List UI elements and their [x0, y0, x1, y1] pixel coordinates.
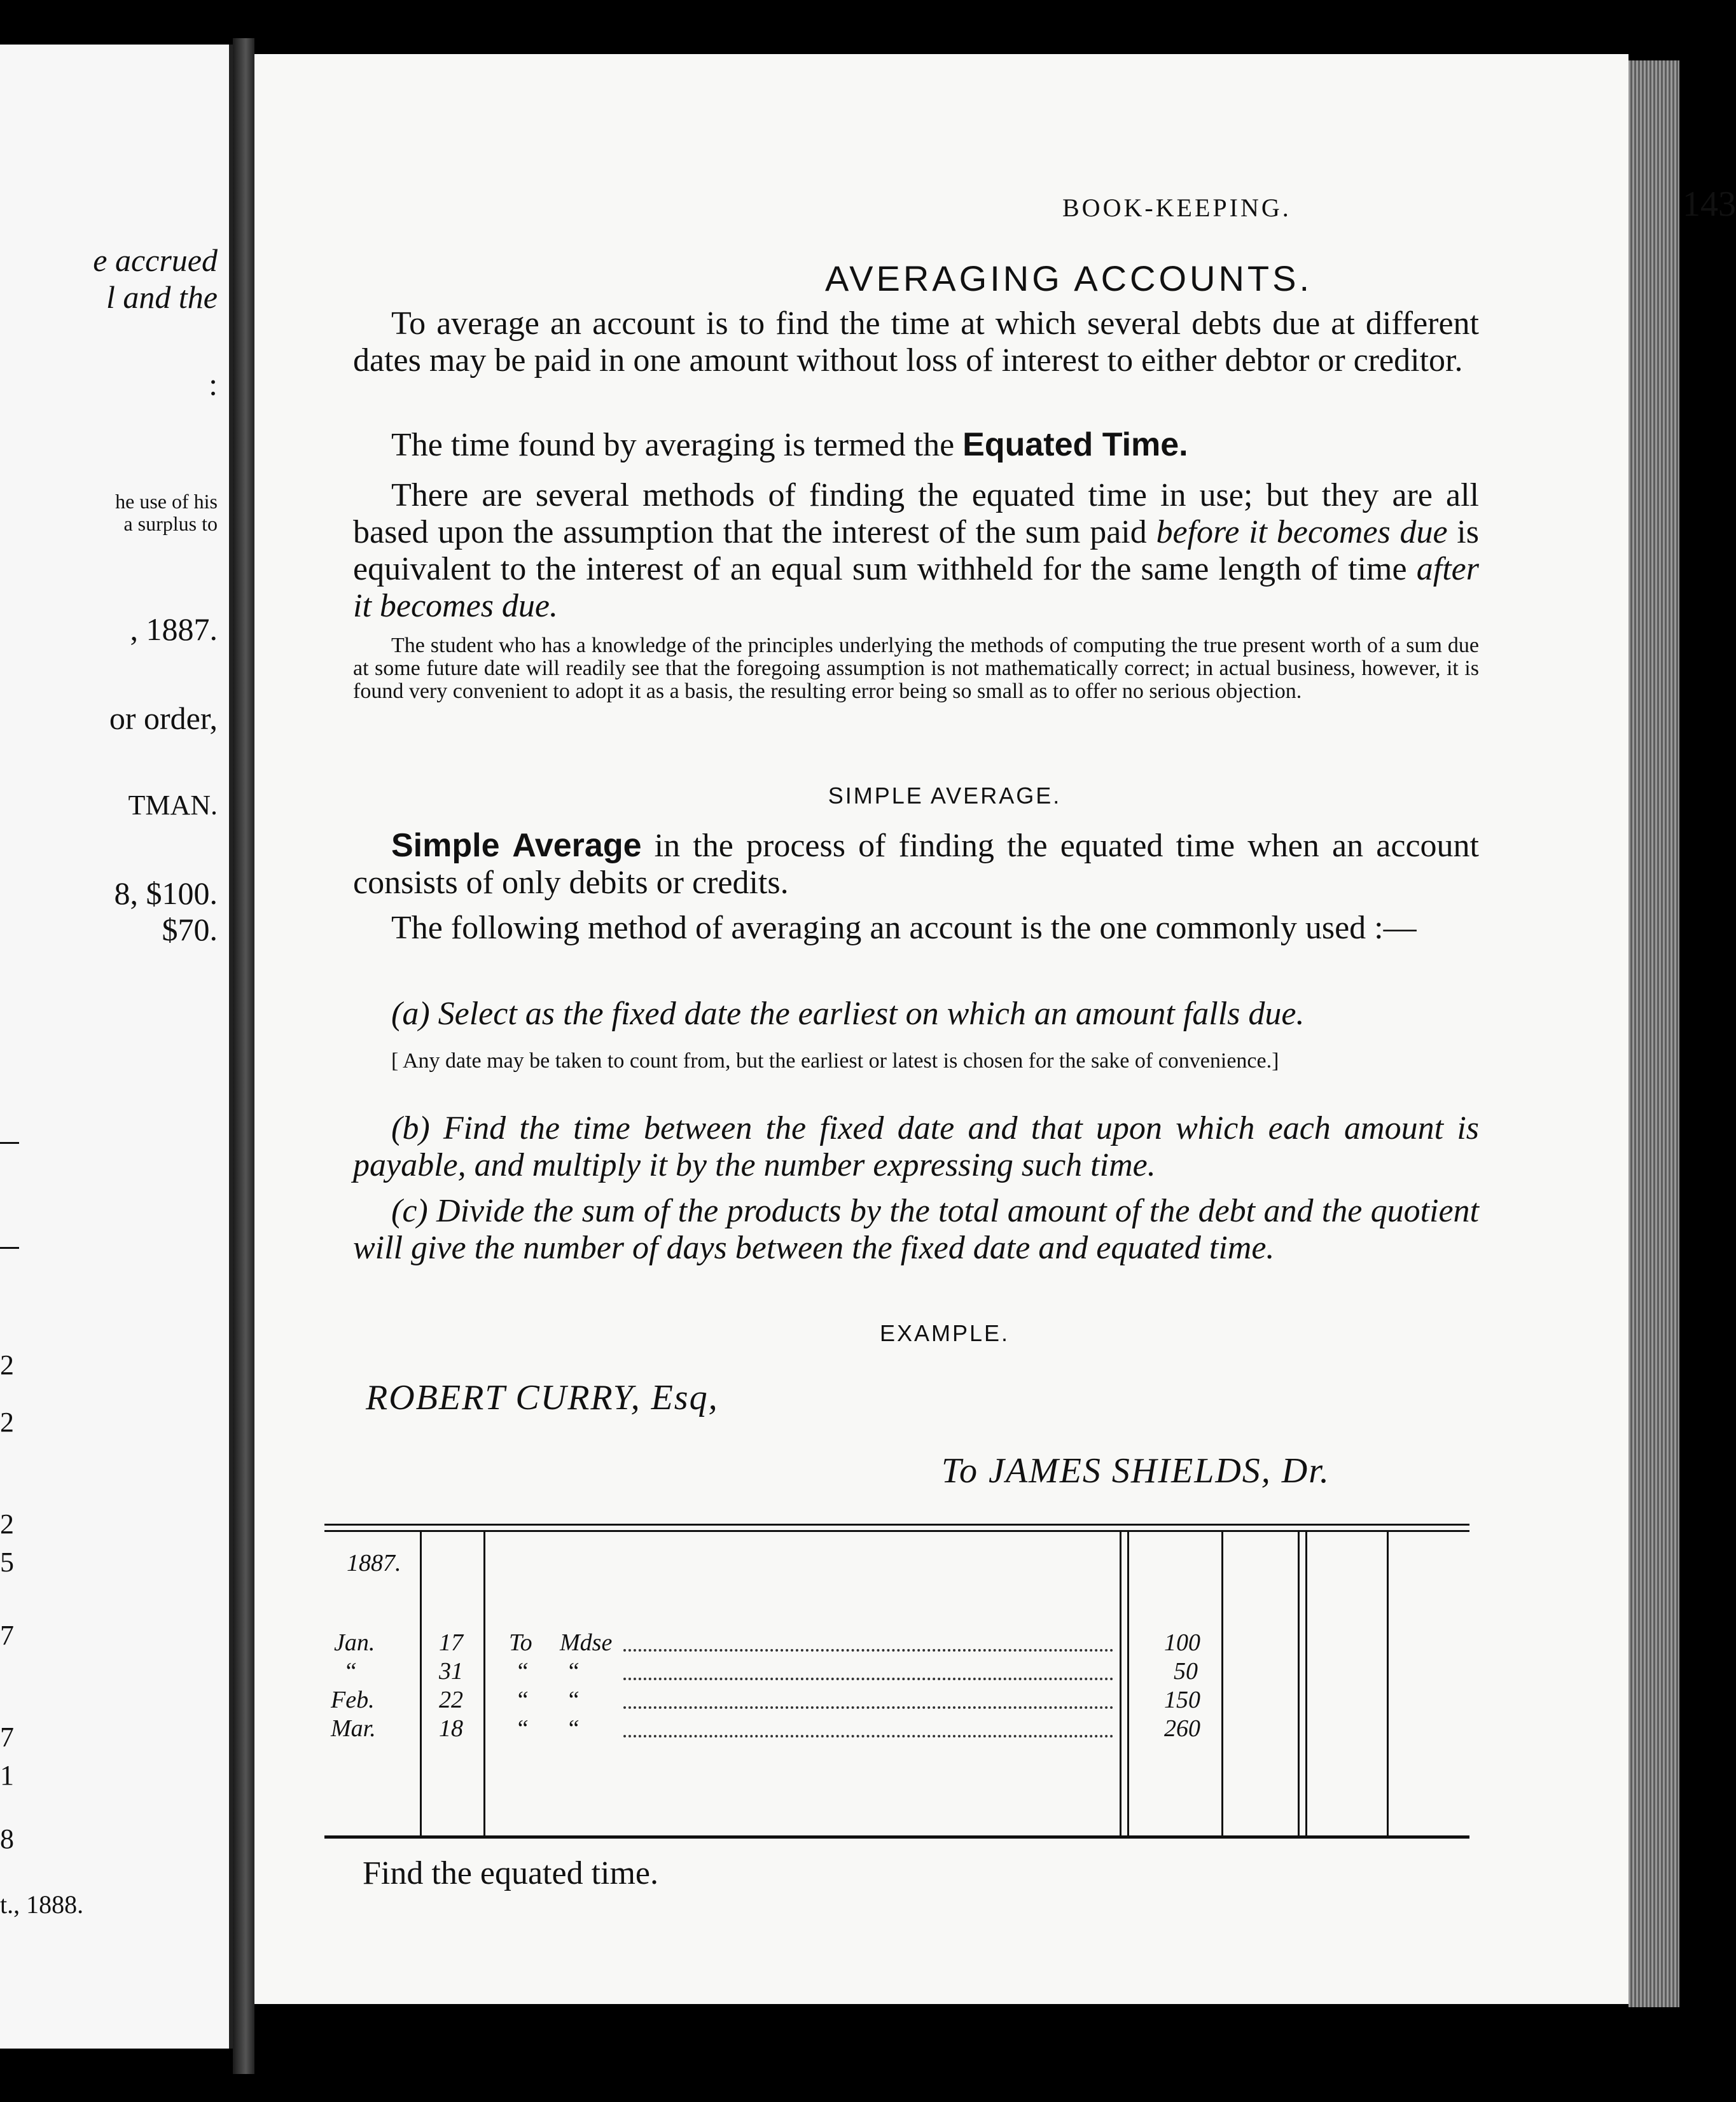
left-fragment: 7 [0, 1620, 14, 1651]
left-fragment: or order, [109, 700, 218, 736]
entry-month: “ [344, 1658, 358, 1685]
entry-desc: “ [566, 1658, 580, 1685]
left-fragment: 2 [0, 1508, 14, 1540]
left-rule [0, 1247, 19, 1249]
entry-month: Mar. [331, 1715, 376, 1742]
emphasis: before it becomes due [1156, 514, 1448, 550]
left-fragment: 2 [0, 1407, 14, 1438]
leader-dots [623, 1734, 1113, 1737]
term-bold: Simple Average [391, 827, 642, 864]
subsection-heading: SIMPLE AVERAGE. [828, 783, 1062, 809]
entry-day: 22 [439, 1687, 463, 1713]
paragraph-text: is equivalent to the interest of an equal sum withheld for the same length of time [353, 514, 1479, 587]
column-rule [1127, 1531, 1129, 1835]
creditor-name: To JAMES SHIELDS, Dr. [941, 1451, 1330, 1491]
rule-text: Select as the fixed date the earliest on which an amount falls due. [438, 996, 1305, 1032]
entry-month: Feb. [331, 1687, 375, 1713]
column-rule [1387, 1531, 1389, 1835]
term-bold: Equated Time. [962, 426, 1188, 463]
section-title: AVERAGING ACCOUNTS. [824, 258, 1313, 298]
left-fragment: 8 [0, 1823, 14, 1855]
entry-day: 31 [439, 1658, 463, 1685]
rule-a-note: [ Any date may be taken to count from, but the earliest or latest is chosen for the sake of convenience.] [391, 1049, 1279, 1073]
left-fragment: e accrued [93, 242, 218, 278]
example-question: Find the equated time. [363, 1855, 659, 1891]
entry-desc: “ [566, 1687, 580, 1713]
entry-amount: 150 [1164, 1687, 1200, 1713]
left-fragment: $70. [162, 912, 218, 947]
entry-desc: Mdse [560, 1629, 613, 1656]
column-rule [420, 1531, 422, 1835]
paragraph-text: The time found by averaging is termed the [391, 427, 963, 463]
column-rule [1120, 1531, 1121, 1835]
intro-paragraph: To average an account is to find the time at which several debts due at different dates may be paid in one amount without loss of interest to either debtor or creditor. [353, 305, 1479, 379]
previous-page-fragment [0, 45, 233, 2049]
left-fragment: , 1887. [130, 611, 218, 647]
column-rule [1298, 1531, 1300, 1835]
left-fragment: 2 [0, 1349, 14, 1381]
entry-desc: “ [515, 1715, 529, 1742]
left-fragment: l and the [106, 279, 218, 315]
rule-b [353, 1110, 1479, 1184]
leader-dots [623, 1705, 1113, 1709]
rule-label: (c) [391, 1193, 428, 1229]
entry-day: 18 [439, 1715, 463, 1742]
left-fragment: he use of his [115, 490, 218, 513]
left-fragment: 7 [0, 1722, 14, 1753]
methods-paragraph [353, 477, 1479, 625]
ledger-account [324, 1524, 1469, 1816]
book-gutter [233, 38, 254, 2074]
entry-desc: To [509, 1629, 532, 1656]
book-page [254, 54, 1736, 2004]
ledger-bottom-rule [324, 1835, 1469, 1839]
column-rule [1305, 1531, 1307, 1835]
left-fragment: t., 1888. [0, 1890, 84, 1919]
entry-month: Jan. [334, 1629, 375, 1656]
leader-dots [623, 1676, 1113, 1680]
rule-text: Divide the sum of the products by the total amount of the debt and the quotient will give the number of days between the fixed date and equated time. [353, 1193, 1479, 1266]
running-header: BOOK-KEEPING. [1062, 193, 1291, 222]
rule-text: Find the time between the fixed date and that upon which each amount is payable, and multiply it by the number expressing such time. [353, 1110, 1479, 1183]
ledger-year: 1887. [347, 1550, 401, 1576]
entry-amount: 50 [1174, 1658, 1198, 1685]
left-fragment: a surplus to [123, 512, 218, 535]
left-fragment: : [209, 366, 218, 402]
page-edges [1628, 60, 1679, 2007]
rule-c [353, 1193, 1479, 1267]
footnote-paragraph: The student who has a knowledge of the principles underlying the methods of computing the true present worth of a sum due at some future date will readily see that the foregoing assumption is not mathematically correct; in actual business, however, it is found very convenient to adopt it as a basis, the resulting error being so small as to offer no serious objection. [353, 634, 1479, 703]
emphasis: after it becomes due. [353, 551, 1479, 624]
paragraph-text: There are several methods of finding the equated time in use; but they are all based upon the assumption that the interest of the sum paid [353, 477, 1479, 550]
debtor-name: ROBERT CURRY, Esq, [366, 1378, 719, 1417]
rule-a [353, 996, 1479, 1033]
left-fragment: 5 [0, 1547, 14, 1578]
entry-desc: “ [515, 1658, 529, 1685]
entry-desc: “ [515, 1687, 529, 1713]
entry-day: 17 [439, 1629, 463, 1656]
column-rule [1221, 1531, 1223, 1835]
column-rule [483, 1531, 485, 1835]
ledger-top-rule [324, 1524, 1469, 1526]
entry-amount: 260 [1164, 1715, 1200, 1742]
rule-label: (b) [391, 1110, 430, 1146]
paragraph-text: in the process of finding the equated time when an account consists of only debits or credits. [353, 828, 1479, 901]
leader-dots [623, 1648, 1113, 1652]
equated-time-paragraph [353, 426, 1479, 464]
example-heading: EXAMPLE. [879, 1320, 1010, 1346]
left-fragment: TMAN. [128, 790, 218, 821]
entry-amount: 100 [1164, 1629, 1200, 1656]
definition-paragraph [353, 827, 1479, 901]
left-rule [0, 1142, 19, 1144]
rule-label: (a) [391, 996, 430, 1032]
left-fragment: 8, $100. [114, 875, 218, 911]
entry-desc: “ [566, 1715, 580, 1742]
left-fragment: 1 [0, 1760, 14, 1791]
page-number: 143 [1683, 184, 1736, 224]
method-intro-paragraph: The following method of averaging an account is the one commonly used :— [391, 910, 1417, 946]
